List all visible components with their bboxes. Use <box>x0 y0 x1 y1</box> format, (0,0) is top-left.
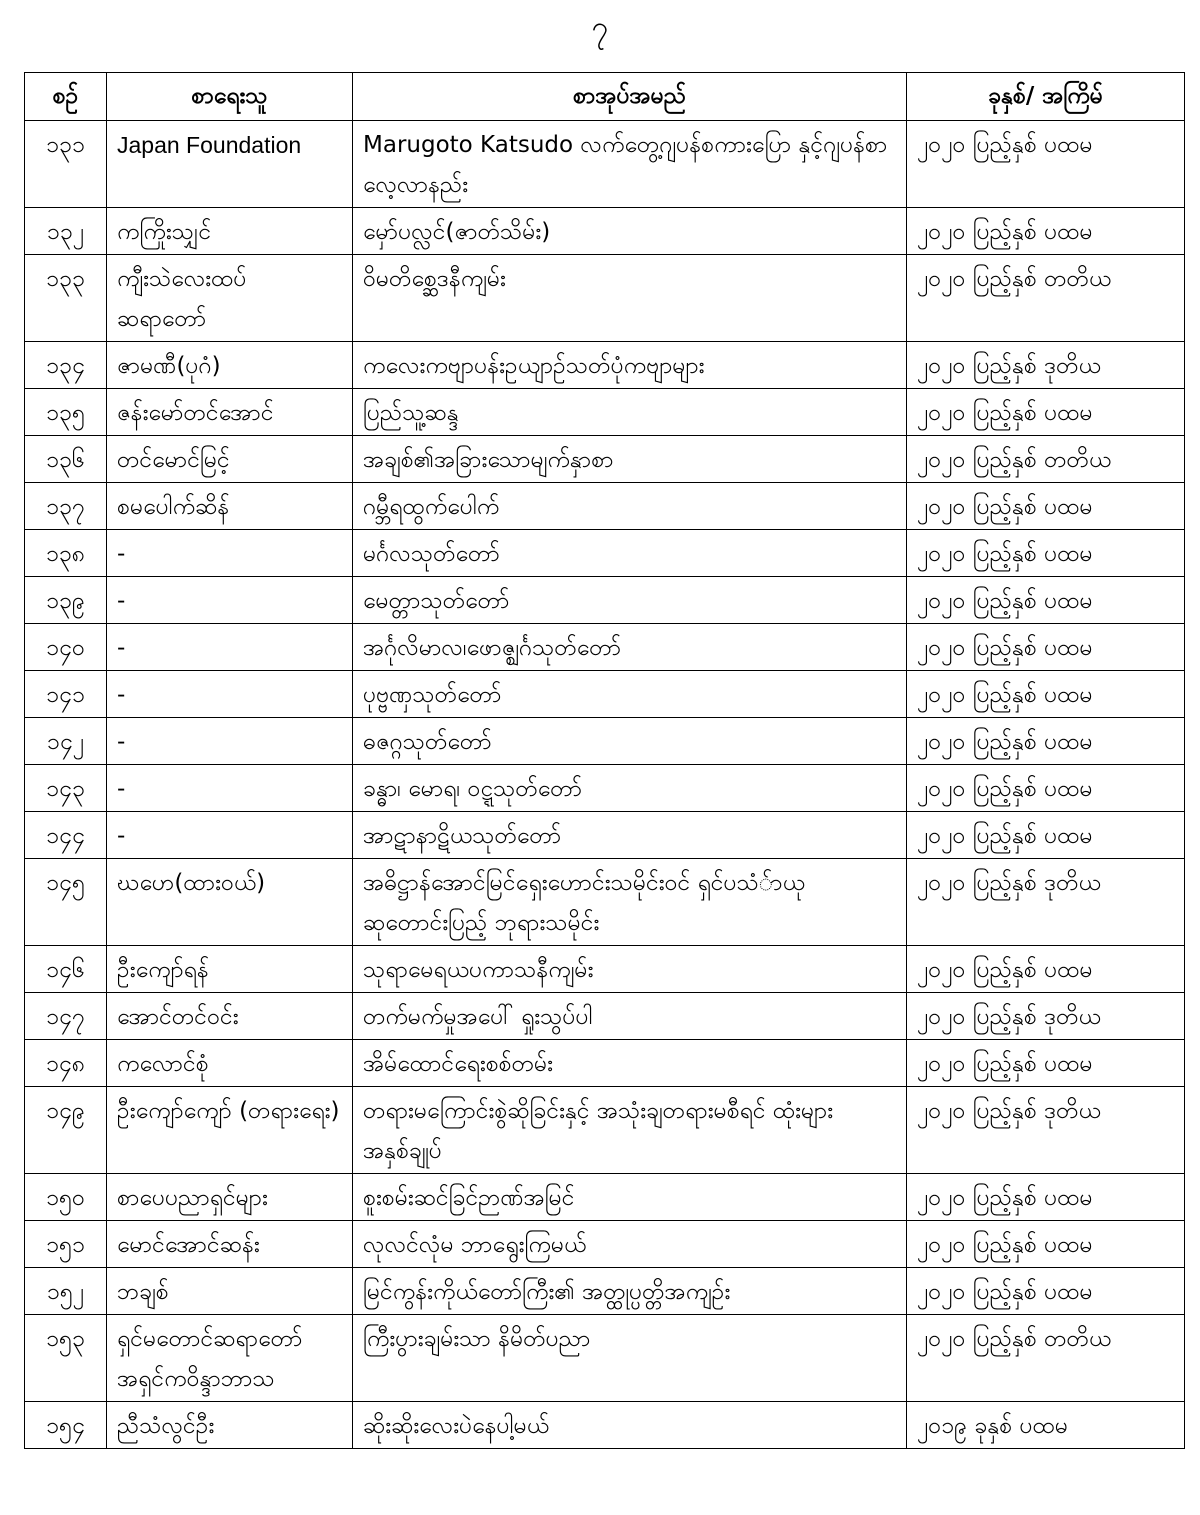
cell-title: ဝိမတိစ္ဆေဒနီကျမ်း <box>353 255 907 342</box>
cell-author: ဇာမဏီ(ပုဂံ) <box>107 342 353 389</box>
cell-no: ၁၄၅ <box>25 859 107 946</box>
cell-year: ၂၀၂၀ ပြည့်နှစ် ပထမ <box>907 121 1185 208</box>
table-row <box>25 1087 1185 1174</box>
cell-no: ၁၄၂ <box>25 718 107 765</box>
cell-title: အာဋာနာဋိယသုတ်တော် <box>353 812 907 859</box>
table-row <box>25 718 1185 765</box>
cell-author: - <box>107 765 353 812</box>
cell-year: ၂၀၂၀ ပြည့်နှစ် ဒုတိယ <box>907 993 1185 1040</box>
cell-title: မင်္ဂလသုတ်တော် <box>353 530 907 577</box>
cell-author: စမပေါက်ဆိန် <box>107 483 353 530</box>
cell-author: ကကြိုးသျှင် <box>107 208 353 255</box>
table-row <box>25 530 1185 577</box>
table-header-row <box>25 73 1185 121</box>
cell-no: ၁၅၂ <box>25 1268 107 1315</box>
cell-author: စာပေပညာရှင်များ <box>107 1174 353 1221</box>
table-row <box>25 436 1185 483</box>
table-row <box>25 1268 1185 1315</box>
cell-year: ၂၀၂၀ ပြည့်နှစ် ပထမ <box>907 624 1185 671</box>
cell-author: ကလောင်စုံ <box>107 1040 353 1087</box>
cell-title: အင်္ဂုလိမာလ၊ဖောဇ္ဈင်္ဂသုတ်တော် <box>353 624 907 671</box>
cell-no: ၁၅၄ <box>25 1402 107 1449</box>
cell-title: တရားမကြောင်းစွဲဆိုခြင်းနှင့် အသုံးချတရားမစီရင် ထုံးများအနှစ်ချုပ် <box>353 1087 907 1174</box>
table-row <box>25 671 1185 718</box>
cell-year: ၂၀၂၀ ပြည့်နှစ် ပထမ <box>907 812 1185 859</box>
cell-title: ပြည်သူ့ဆန္ဒ <box>353 389 907 436</box>
cell-no: ၁၃၄ <box>25 342 107 389</box>
cell-title: မှော်ပလ္လင်(ဇာတ်သိမ်း) <box>353 208 907 255</box>
cell-author: - <box>107 624 353 671</box>
cell-year: ၂၀၂၀ ပြည့်နှစ် ပထမ <box>907 1221 1185 1268</box>
table-row <box>25 765 1185 812</box>
cell-title: တက်မက်မှုအပေါ် ရှုးသွပ်ပါ <box>353 993 907 1040</box>
cell-no: ၁၄၄ <box>25 812 107 859</box>
cell-no: ၁၃၁ <box>25 121 107 208</box>
cell-title: ကလေးကဗျာပန်းဥယျာဉ်သတ်ပုံကဗျာများ <box>353 342 907 389</box>
header-author: စာရေးသူ <box>107 73 353 121</box>
table-row <box>25 577 1185 624</box>
cell-year: ၂၀၂၀ ပြည့်နှစ် တတိယ <box>907 255 1185 342</box>
cell-no: ၁၅၁ <box>25 1221 107 1268</box>
cell-author: - <box>107 577 353 624</box>
cell-year: ၂၀၂၀ ပြည့်နှစ် ပထမ <box>907 1268 1185 1315</box>
table-row <box>25 859 1185 946</box>
table-row <box>25 1315 1185 1402</box>
header-title: စာအုပ်အမည် <box>353 73 907 121</box>
page-number: ၇ <box>591 10 609 45</box>
cell-title: ဓဇဂ္ဂသုတ်တော် <box>353 718 907 765</box>
cell-title: ကြီးပွားချမ်းသာ နိမိတ်ပညာ <box>353 1315 907 1402</box>
table-row <box>25 624 1185 671</box>
table-row <box>25 389 1185 436</box>
table-row <box>25 812 1185 859</box>
cell-year: ၂၀၁၉ ခုနှစ် ပထမ <box>907 1402 1185 1449</box>
cell-year: ၂၀၂၀ ပြည့်နှစ် တတိယ <box>907 1315 1185 1402</box>
cell-title: ခန္ဓာ၊ မောရ၊ ဝဋ္ဋသုတ်တော် <box>353 765 907 812</box>
cell-year: ၂၀၂၀ ပြည့်နှစ် ပထမ <box>907 1174 1185 1221</box>
cell-author: တင်မောင်မြင့် <box>107 436 353 483</box>
table-row <box>25 1040 1185 1087</box>
cell-author: ဃဟေ(ထားဝယ်) <box>107 859 353 946</box>
cell-title: ပုဗ္ဗဏှသုတ်တော် <box>353 671 907 718</box>
cell-author: ကျီးသဲလေးထပ် ဆရာတော် <box>107 255 353 342</box>
cell-title: မေတ္တာသုတ်တော် <box>353 577 907 624</box>
cell-title: သုရာမေရယပကာသနီကျမ်း <box>353 946 907 993</box>
cell-author: ဦးကျော်ရန် <box>107 946 353 993</box>
cell-author: - <box>107 718 353 765</box>
cell-author: ဘချစ် <box>107 1268 353 1315</box>
header-year: ခုနှစ်/ အကြိမ် <box>907 73 1185 121</box>
cell-author: အောင်တင်ဝင်း <box>107 993 353 1040</box>
cell-author: - <box>107 812 353 859</box>
cell-year: ၂၀၂၀ ပြည့်နှစ် ပထမ <box>907 671 1185 718</box>
cell-year: ၂၀၂၀ ပြည့်နှစ် ပထမ <box>907 1040 1185 1087</box>
cell-no: ၁၃၈ <box>25 530 107 577</box>
table-row <box>25 1402 1185 1449</box>
cell-author: Japan Foundation <box>107 121 353 208</box>
cell-title: အိမ်ထောင်ရေးစစ်တမ်း <box>353 1040 907 1087</box>
cell-no: ၁၃၂ <box>25 208 107 255</box>
cell-no: ၁၄၇ <box>25 993 107 1040</box>
cell-title: လုလင်လုံမ ဘာရွေးကြမယ် <box>353 1221 907 1268</box>
cell-no: ၁၄၉ <box>25 1087 107 1174</box>
cell-author: ညီသံလွင်ဦး <box>107 1402 353 1449</box>
cell-title: ဆိုးဆိုးလေးပဲနေပါ့မယ် <box>353 1402 907 1449</box>
cell-year: ၂၀၂၀ ပြည့်နှစ် ဒုတိယ <box>907 859 1185 946</box>
cell-no: ၁၃၃ <box>25 255 107 342</box>
cell-year: ၂၀၂၀ ပြည့်နှစ် ပထမ <box>907 765 1185 812</box>
cell-no: ၁၃၉ <box>25 577 107 624</box>
cell-no: ၁၅၃ <box>25 1315 107 1402</box>
table-row <box>25 1221 1185 1268</box>
cell-title: အချစ်၏အခြားသောမျက်နှာစာ <box>353 436 907 483</box>
cell-year: ၂၀၂၀ ပြည့်နှစ် တတိယ <box>907 436 1185 483</box>
cell-year: ၂၀၂၀ ပြည့်နှစ် ဒုတိယ <box>907 1087 1185 1174</box>
cell-no: ၁၄၁ <box>25 671 107 718</box>
table-row <box>25 121 1185 208</box>
cell-title: စူးစမ်းဆင်ခြင်ဉာဏ်အမြင် <box>353 1174 907 1221</box>
cell-author: - <box>107 671 353 718</box>
cell-year: ၂၀၂၀ ပြည့်နှစ် ပထမ <box>907 718 1185 765</box>
book-list-table <box>24 72 1185 1449</box>
cell-author: - <box>107 530 353 577</box>
cell-year: ၂၀၂၀ ပြည့်နှစ် ပထမ <box>907 577 1185 624</box>
table-row <box>25 208 1185 255</box>
table-row <box>25 946 1185 993</box>
cell-title: Marugoto Katsudo လက်တွေ့ဂျပန်စကားပြော နှင့်ဂျပန်စာလေ့လာနည်း <box>353 121 907 208</box>
cell-no: ၁၄၀ <box>25 624 107 671</box>
cell-no: ၁၃၆ <box>25 436 107 483</box>
table-row <box>25 1174 1185 1221</box>
table-row <box>25 483 1185 530</box>
cell-title: မြင်ကွန်းကိုယ်တော်ကြီး၏ အတ္ထုပ္ပတ္တိအကျဉ်း <box>353 1268 907 1315</box>
cell-year: ၂၀၂၀ ပြည့်နှစ် ပထမ <box>907 530 1185 577</box>
header-no: စဉ် <box>25 73 107 121</box>
cell-year: ၂၀၂၀ ပြည့်နှစ် ပထမ <box>907 483 1185 530</box>
table-row <box>25 255 1185 342</box>
cell-title: အဓိဋ္ဌာန်အောင်မြင်ရှေးဟောင်းသမိုင်းဝင် ရှင်ပသံ်ာယု ဆုတောင်းပြည့် ဘုရားသမိုင်း <box>353 859 907 946</box>
cell-year: ၂၀၂၀ ပြည့်နှစ် ပထမ <box>907 946 1185 993</box>
cell-no: ၁၃၇ <box>25 483 107 530</box>
cell-title: ဂမ္ဘီရထွက်ပေါက် <box>353 483 907 530</box>
cell-author: ဇန်းမော်တင်အောင် <box>107 389 353 436</box>
cell-year: ၂၀၂၀ ပြည့်နှစ် ပထမ <box>907 208 1185 255</box>
table-row <box>25 342 1185 389</box>
cell-no: ၁၃၅ <box>25 389 107 436</box>
cell-no: ၁၄၈ <box>25 1040 107 1087</box>
cell-author: ရှင်မတောင်ဆရာတော် အရှင်ကဝိန္ဒာဘာသ <box>107 1315 353 1402</box>
cell-no: ၁၄၆ <box>25 946 107 993</box>
cell-no: ၁၅၀ <box>25 1174 107 1221</box>
cell-author: မောင်အောင်ဆန်း <box>107 1221 353 1268</box>
cell-year: ၂၀၂၀ ပြည့်နှစ် ပထမ <box>907 389 1185 436</box>
cell-no: ၁၄၃ <box>25 765 107 812</box>
cell-year: ၂၀၂၀ ပြည့်နှစ် ဒုတိယ <box>907 342 1185 389</box>
cell-author: ဦးကျော်ကျော် (တရားရေး) <box>107 1087 353 1174</box>
table-row <box>25 993 1185 1040</box>
